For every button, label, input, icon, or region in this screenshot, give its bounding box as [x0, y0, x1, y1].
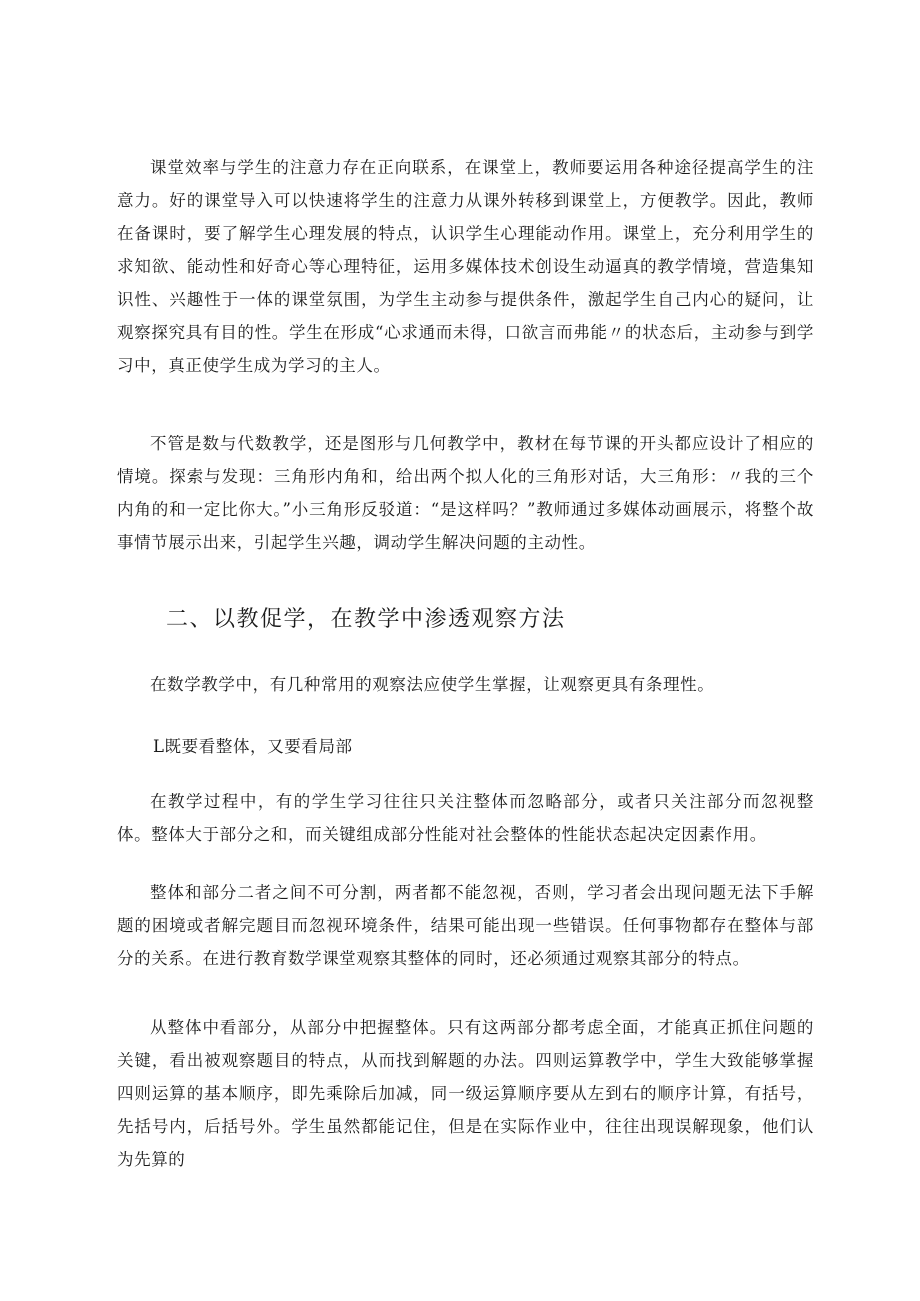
paragraph-methods-intro: 在数学教学中，有几种常用的观察法应使学生掌握，让观察更具有条理性。 — [150, 675, 715, 694]
paragraph-whole-vs-part: 在教学过程中，有的学生学习往往只关注整体而忽略部分，或者只关注部分而忽视整体。整体大于部分之和，而关键组成部分性能对社会整体的性能状态起决定因素作用。 — [117, 792, 814, 844]
paragraph-inseparable: 整体和部分二者之间不可分割，两者都不能忽视，否则，学习者会出现问题无法下手解题的困境或者解完题目而忽视环境条件，结果可能出现一些错误。任何事物都存在整体与部分的关系。在进行教育数学课堂观察其整体的同时，还必须通过观察其部分的特点。 — [117, 883, 814, 968]
section-heading: 二、以教促学，在教学中渗透观察方法 — [166, 607, 566, 632]
paragraph-arithmetic: 从整体中看部分，从部分中把握整体。只有这两部分都考虑全面，才能真正抓住问题的关键，看出被观察题目的特点，从而找到解题的办法。四则运算教学中，学生大致能够掌握四则运算的基本顺序，即先乘除后加减，同一级运算顺序要从左到右的顺序计算，有括号，先括号内，后括号外。学生虽然都能记住，但是在实际作业中，往往出现误解现象，他们认为先算的 — [117, 1018, 814, 1169]
paragraph-attention: 课堂效率与学生的注意力存在正向联系，在课堂上，教师要运用各种途径提高学生的注意力。好的课堂导入可以快速将学生的注意力从课外转移到课堂上，方便教学。因此，教师在备课时，要了解学生心理发展的特点，认识学生心理能动作用。课堂上，充分利用学生的求知欲、能动性和好奇心等心理特征，运用多媒体技术创设生动逼真的教学情境，营造集知识性、兴趣性于一体的课堂氛围，为学生主动参与提供条件，激起学生自己内心的疑问，让观察探究具有目的性。学生在形成“心求通而未得，口欲言而弗能〃的状态后，主动参与到学习中，真正使学生成为学习的主人。 — [117, 158, 814, 375]
paragraph-context: 不管是数与代数教学，还是图形与几何教学中，教材在每节课的开头都应设计了相应的情境。探索与发现：三角形内角和，给出两个拟人化的三角形对话，大三角形：〃我的三个内角的和一定比你大。”小三角形反驳道：“是这样吗？”教师通过多媒体动画展示，将整个故事情节展示出来，引起学生兴趣，调动学生解决问题的主动性。 — [117, 434, 814, 552]
subheading-whole-and-part: L既要看整体，又要看局部 — [153, 737, 353, 756]
